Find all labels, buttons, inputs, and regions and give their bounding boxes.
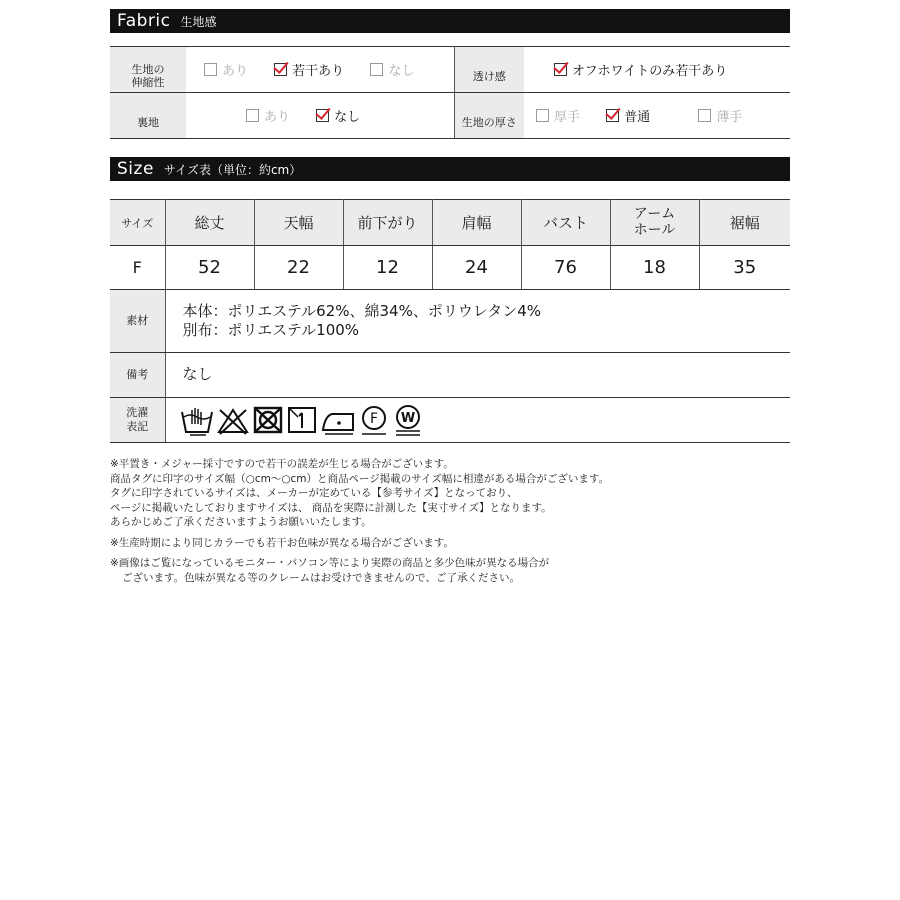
size-value-cell: 76 (521, 246, 610, 290)
fabric-title: Fabric (117, 11, 171, 31)
size-header-cell: サイズ (110, 200, 165, 246)
sheer-label: 透け感 (454, 47, 524, 93)
care-icons (165, 398, 790, 443)
stretch-option-yes[interactable]: あり (204, 60, 248, 79)
note-line: 商品タグに印字のサイズ幅（○cm〜○cm）と商品ページ掲載のサイズ幅に相違がある場合がございます。 (110, 472, 610, 485)
stretch-option-none[interactable]: なし (370, 60, 414, 79)
material-line: 別布：ポリエステル100% (182, 321, 360, 339)
care-row (110, 398, 790, 443)
note-line: タグに印字されているサイズは、メーカーが定めている【参考サイズ】となっており、 (110, 487, 518, 499)
remarks-value: なし (165, 353, 790, 398)
checkbox-icon (698, 109, 711, 122)
size-title: Size (117, 159, 154, 179)
material-value (165, 290, 790, 353)
size-value-cell: 35 (699, 246, 790, 290)
lining-label: 裏地 (110, 93, 186, 139)
size-table (110, 199, 790, 290)
checkbox-icon (536, 109, 549, 122)
checkbox-icon (204, 63, 217, 76)
size-section-header (110, 157, 790, 181)
stretch-options (186, 47, 454, 93)
material-row (110, 290, 790, 353)
size-header-row (110, 200, 790, 246)
size-value-cell: 22 (254, 246, 343, 290)
lining-option-yes[interactable]: あり (246, 106, 290, 125)
sheer-option-offwhite[interactable]: オフホワイトのみ若干あり (554, 60, 727, 79)
no-bleach-icon (216, 404, 250, 436)
size-header-cell: 総丈 (165, 200, 254, 246)
size-value-cell: F (110, 246, 165, 290)
material-label: 素材 (110, 290, 165, 353)
care-label: 洗濯 表記 (110, 398, 165, 443)
checked-checkbox-icon (316, 109, 329, 122)
hand-wash-icon (180, 404, 214, 436)
iron-low-icon (320, 404, 356, 436)
info-table (110, 290, 790, 443)
note-line: ございます。色味が異なる等のクレームはお受けできませんので、ご了承ください。 (122, 571, 520, 584)
remarks-label: 備考 (110, 353, 165, 398)
svg-text:W: W (400, 411, 415, 426)
thickness-options (524, 93, 790, 139)
note-line: ページに掲載いたしておりますサイズは、 商品を実際に計測した【実寸サイズ】となります。 (110, 501, 552, 514)
size-header-cell: 裾幅 (699, 200, 790, 246)
remarks-row (110, 353, 790, 398)
product-spec-sheet (110, 9, 790, 585)
size-value-cell: 18 (610, 246, 699, 290)
checked-checkbox-icon (606, 109, 619, 122)
sheer-options (524, 47, 790, 93)
thickness-label: 生地の厚さ (454, 93, 524, 139)
size-value-row (110, 246, 790, 290)
size-header-cell: バスト (521, 200, 610, 246)
fabric-table (110, 46, 790, 139)
stretch-option-slight[interactable]: 若干あり (274, 60, 344, 79)
checkbox-icon (370, 63, 383, 76)
fabric-section-header (110, 9, 790, 33)
wet-clean-w-icon (392, 404, 424, 436)
fabric-subtitle: 生地感 (180, 14, 217, 29)
disclaimer-notes (110, 457, 790, 585)
note-line: ※生産時期により同じカラーでも若干お色味が異なる場合がございます。 (110, 536, 454, 549)
size-header-cell: アーム ホール (610, 200, 699, 246)
thickness-option-thick[interactable]: 厚手 (536, 106, 580, 125)
size-value-cell: 24 (432, 246, 521, 290)
no-tumble-dry-icon (252, 404, 284, 436)
thickness-option-thin[interactable]: 薄手 (698, 106, 742, 125)
stretch-label: 生地の 伸縮性 (110, 47, 186, 93)
size-value-cell: 52 (165, 246, 254, 290)
fabric-row-lining (110, 93, 790, 139)
checked-checkbox-icon (554, 63, 567, 76)
lining-options (186, 93, 454, 139)
checkbox-icon (246, 109, 259, 122)
size-subtitle: サイズ表（単位：約cm） (163, 162, 302, 177)
lining-option-none[interactable]: なし (316, 106, 360, 125)
size-header-cell: 天幅 (254, 200, 343, 246)
note-line: ※画像はご覧になっているモニター・パソコン等により実際の商品と多少色味が異なる場合が (110, 557, 550, 569)
size-header-cell: 前下がり (343, 200, 432, 246)
thickness-option-normal[interactable]: 普通 (606, 106, 650, 125)
note-line: あらかじめご了承くださいますようお願いいたします。 (110, 516, 372, 528)
size-value-cell: 12 (343, 246, 432, 290)
note-line: ※平置き・メジャー採寸ですので若干の誤差が生じる場合がございます。 (110, 458, 454, 470)
dry-clean-f-icon (358, 404, 390, 436)
fabric-row-stretch (110, 47, 790, 93)
size-header-cell: 肩幅 (432, 200, 521, 246)
material-line: 本体：ポリエステル62%、綿34%、ポリウレタン4% (182, 301, 542, 320)
checked-checkbox-icon (274, 63, 287, 76)
svg-text:F: F (369, 411, 378, 427)
line-dry-shade-icon (286, 404, 318, 436)
